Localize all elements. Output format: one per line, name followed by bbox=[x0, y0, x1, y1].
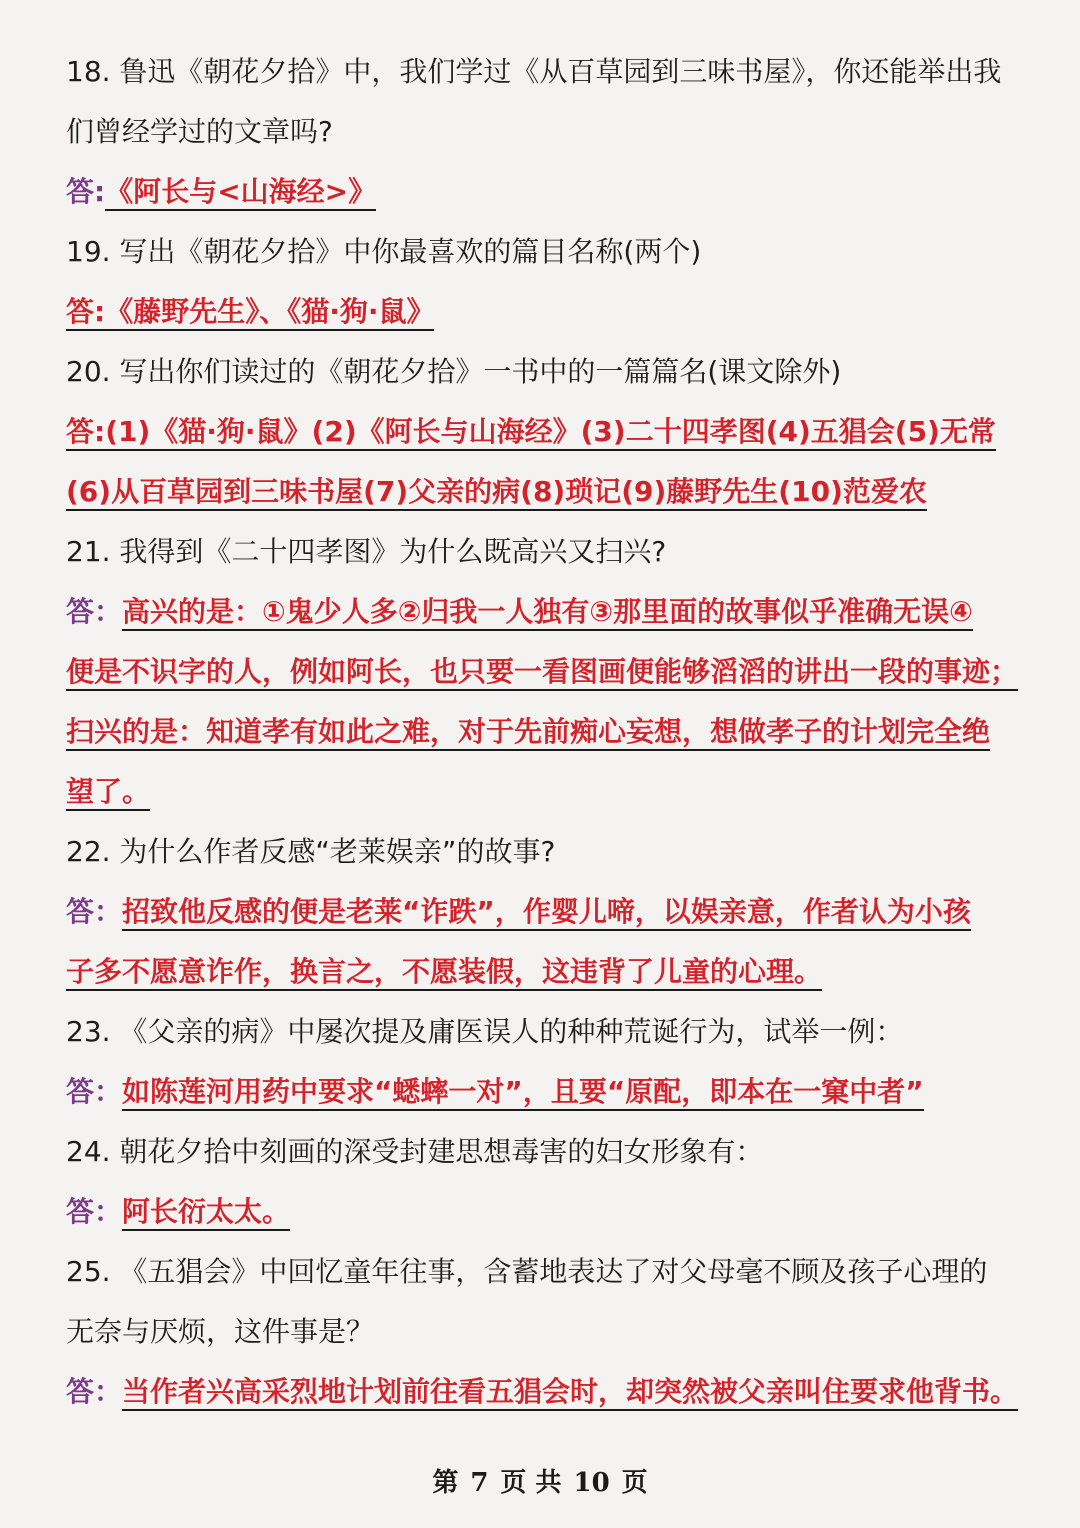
answer-label: 答: bbox=[66, 175, 106, 208]
answer-23 bbox=[66, 1072, 1020, 1112]
answer-25 bbox=[66, 1372, 1020, 1412]
answer-24 bbox=[66, 1192, 1020, 1232]
answer-21-line-3 bbox=[66, 712, 1020, 752]
answer-18 bbox=[66, 172, 1020, 212]
answer-21-text-1: 高兴的是：①鬼少人多②归我一人独有③那里面的故事似乎准确无误④ bbox=[122, 595, 973, 631]
answer-21-line-2 bbox=[66, 652, 1020, 692]
page-footer bbox=[0, 1462, 1080, 1499]
question-23: 23. 《父亲的病》中屡次提及庸医误人的种种荒诞行为，试举一例： bbox=[66, 1015, 904, 1048]
answer-label: 答： bbox=[66, 1075, 123, 1108]
question-20: 20. 写出你们读过的《朝花夕拾》一书中的一篇篇名(课文除外) bbox=[66, 355, 842, 388]
question-18-line-2: 们曾经学过的文章吗? bbox=[66, 115, 333, 148]
answer-20-line-1 bbox=[66, 412, 1020, 452]
question-25-line-1: 25. 《五猖会》中回忆童年往事，含蓄地表达了对父母毫不顾及孩子心理的 bbox=[66, 1255, 988, 1288]
answer-label: 答： bbox=[66, 895, 123, 928]
answer-23-text: 如陈莲河用药中要求“蟋蟀一对”，且要“原配，即本在一窠中者” bbox=[122, 1075, 924, 1111]
answer-20-text-2: (6)从百草园到三味书屋(7)父亲的病(8)琐记(9)藤野先生(10)范爱农 bbox=[66, 475, 927, 511]
answer-label: 答： bbox=[66, 1195, 123, 1228]
footer-total-pages: 10 bbox=[573, 1468, 610, 1498]
answer-20-text-1: 答:(1)《猫·狗·鼠》(2)《阿长与山海经》(3)二十四孝图(4)五猖会(5)无常 bbox=[66, 415, 996, 451]
question-18-line-1: 18. 鲁迅《朝花夕拾》中，我们学过《从百草园到三味书屋》，你还能举出我 bbox=[66, 55, 1002, 88]
footer-prefix: 第 bbox=[432, 1468, 459, 1498]
answer-22-line-2 bbox=[66, 952, 1020, 992]
answer-label: 答： bbox=[66, 1375, 123, 1408]
answer-18-text: 《阿长与<山海经>》 bbox=[105, 175, 376, 211]
answer-21-text-4: 望了。 bbox=[66, 775, 150, 811]
answer-19-text: 答:《藤野先生》、《猫·狗·鼠》 bbox=[66, 295, 434, 331]
footer-page-number: 7 bbox=[470, 1468, 489, 1498]
answer-22-text-1: 招致他反感的便是老莱“诈跌”，作婴儿啼，以娱亲意，作者认为小孩 bbox=[122, 895, 971, 931]
answer-21-line-1 bbox=[66, 592, 1020, 632]
answer-19 bbox=[66, 292, 1020, 332]
question-24: 24. 朝花夕拾中刻画的深受封建思想毒害的妇女形象有： bbox=[66, 1135, 764, 1168]
answer-21-text-3: 扫兴的是：知道孝有如此之难，对于先前痴心妄想，想做孝子的计划完全绝 bbox=[66, 715, 990, 751]
footer-suffix: 页 bbox=[621, 1468, 648, 1498]
answer-21-text-2: 便是不识字的人，例如阿长，也只要一看图画便能够滔滔的讲出一段的事迹； bbox=[66, 655, 1018, 691]
question-19: 19. 写出《朝花夕拾》中你最喜欢的篇目名称(两个) bbox=[66, 235, 702, 268]
answer-label: 答： bbox=[66, 595, 123, 628]
question-22: 22. 为什么作者反感“老莱娱亲”的故事? bbox=[66, 835, 556, 868]
question-25-line-2: 无奈与厌烦，这件事是？ bbox=[66, 1315, 375, 1348]
answer-25-text: 当作者兴高采烈地计划前往看五猖会时，却突然被父亲叫住要求他背书。 bbox=[122, 1375, 1018, 1411]
question-21: 21. 我得到《二十四孝图》为什么既高兴又扫兴? bbox=[66, 535, 667, 568]
answer-21-line-4 bbox=[66, 772, 1020, 812]
answer-20-line-2 bbox=[66, 472, 1020, 512]
footer-middle: 页 共 bbox=[500, 1468, 562, 1498]
answer-24-text: 阿长衍太太。 bbox=[122, 1195, 290, 1231]
answer-22-text-2: 子多不愿意诈作，换言之，不愿装假，这违背了儿童的心理。 bbox=[66, 955, 822, 991]
answer-22-line-1 bbox=[66, 892, 1020, 932]
